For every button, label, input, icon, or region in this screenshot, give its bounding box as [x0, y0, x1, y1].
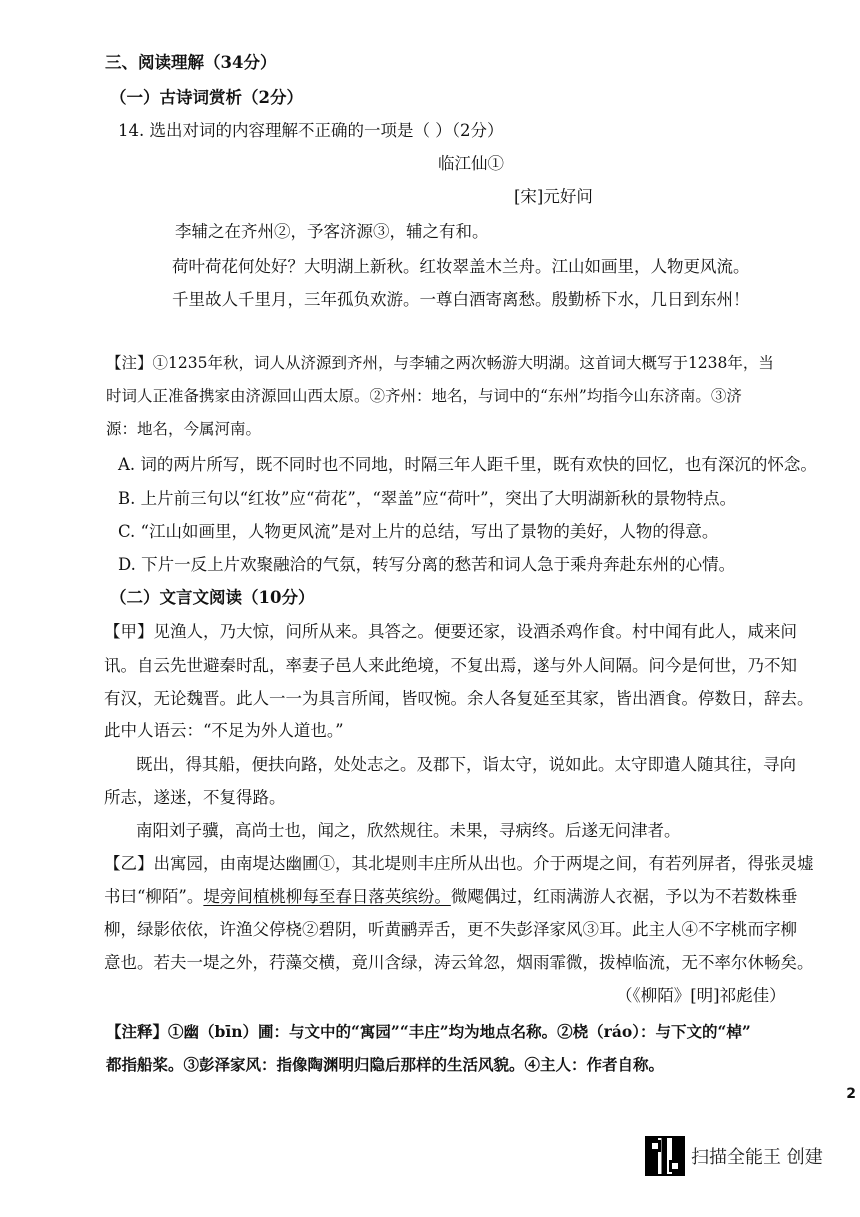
yi-line-3: 柳，绿影依依，许渔父停桡②碧阴，听黄鹂弄舌，更不失彭泽家风③耳。此主人④不字桃而字柳 — [104, 920, 797, 939]
question-14: 14. 选出对词的内容理解不正确的一项是（ ）（2分） — [118, 121, 504, 140]
poem-title: 临江仙① — [438, 154, 504, 173]
yi-line-2-start: 书曰“柳陌”。 — [104, 887, 204, 906]
yi-line-4: 意也。若夫一堤之外，荇藻交横，竟川含绿，涛云耸忽，烟雨霏微，拨棹临流，无不率尔休畅矣。 — [104, 953, 814, 972]
note-line-2: 时词人正准备携家由济源回山西太原。②齐州：地名，与词中的“东州”均指今山东济南。③济 — [106, 387, 742, 405]
jia-line-4: 此中人语云：“不足为外人道也。” — [104, 721, 344, 740]
yi-line-1: 【乙】出寓园，由南堤达幽圃①，其北堤则丰庄所从出也。介于两堤之间，有若列屏者，得张灵墟 — [104, 854, 814, 873]
option-c: C. “江山如画里，人物更风流”是对上片的总结，写出了景物的美好，人物的得意。 — [118, 522, 719, 541]
note-line-1: 【注】①1235年秋，词人从济源到齐州，与李辅之两次畅游大明湖。这首词大概写于1238年，当 — [106, 354, 774, 372]
poem-line-2: 千里故人千里月，三年孤负欢游。一尊白酒寄离愁。殷勤桥下水，几日到东州！ — [172, 290, 750, 309]
note-line-3: 源：地名，今属河南。 — [106, 420, 262, 438]
yi-line-2-end: 微飔偶过，红雨满游人衣裾，予以为不若数株垂 — [450, 887, 798, 906]
scanner-watermark — [645, 1136, 823, 1176]
option-d: D. 下片一反上片欢聚融洽的气氛，转写分离的愁苦和词人急于乘舟奔赴东州的心情。 — [118, 555, 736, 574]
jia-line-3: 有汉，无论魏晋。此人一一为具言所闻，皆叹惋。余人各复延至其家，皆出酒食。停数日，辞去。 — [104, 689, 814, 708]
jia-line-1: 【甲】见渔人，乃大惊，问所从来。具答之。便要还家，设酒杀鸡作食。村中闻有此人，咸来问 — [104, 622, 797, 641]
watermark-text: 扫描全能王 创建 — [691, 1147, 823, 1168]
jia-line-6: 所志，遂迷，不复得路。 — [104, 788, 286, 807]
poem-preface: 李辅之在齐州②，予客济源③，辅之有和。 — [175, 222, 489, 241]
jia-line-5: 既出，得其船，便扶向路，处处志之。及郡下，诣太守，说如此。太守即遣人随其往，寻向 — [136, 755, 796, 774]
annotation-line-1: 【注释】①幽（bīn）圃：与文中的“寓园”“丰庄”均为地点名称。②桡（ráo）：与下文的“棹” — [106, 1022, 751, 1041]
option-b: B. 上片前三句以“红妆”应“荷花”，“翠盖”应“荷叶”，突出了大明湖新秋的景物特点。 — [118, 489, 737, 508]
poem-author: [宋]元好问 — [514, 187, 593, 206]
section-heading: 三、阅读理解（34分） — [105, 53, 277, 72]
qr-code-icon — [645, 1136, 685, 1176]
yi-line-2 — [104, 886, 797, 908]
underlined-sentence: 堤旁间植桃柳每至春日落英缤纷。 — [203, 887, 451, 906]
poem-line-1: 荷叶荷花何处好？大明湖上新秋。红妆翠盖木兰舟。江山如画里，人物更风流。 — [172, 257, 750, 276]
part2-heading: （二）文言文阅读（10分） — [110, 588, 315, 607]
option-a: A. 词的两片所写，既不同时也不同地，时隔三年人距千里，既有欢快的回忆，也有深沉的怀念。 — [118, 455, 817, 474]
annotation-line-2: 都指船桨。③彭泽家风：指像陶渊明归隐后那样的生活风貌。④主人：作者自称。 — [106, 1055, 665, 1074]
yi-source: （《柳陌》[明]祁彪佳） — [616, 986, 786, 1005]
jia-line-2: 讯。自云先世避秦时乱，率妻子邑人来此绝境，不复出焉，遂与外人间隔。问今是何世，乃不知 — [104, 656, 797, 675]
page-number: 2 — [846, 1086, 856, 1102]
part1-heading: （一）古诗词赏析（2分） — [110, 88, 303, 107]
jia-line-7: 南阳刘子骥，高尚士也，闻之，欣然规往。未果，寻病终。后遂无问津者。 — [136, 821, 681, 840]
